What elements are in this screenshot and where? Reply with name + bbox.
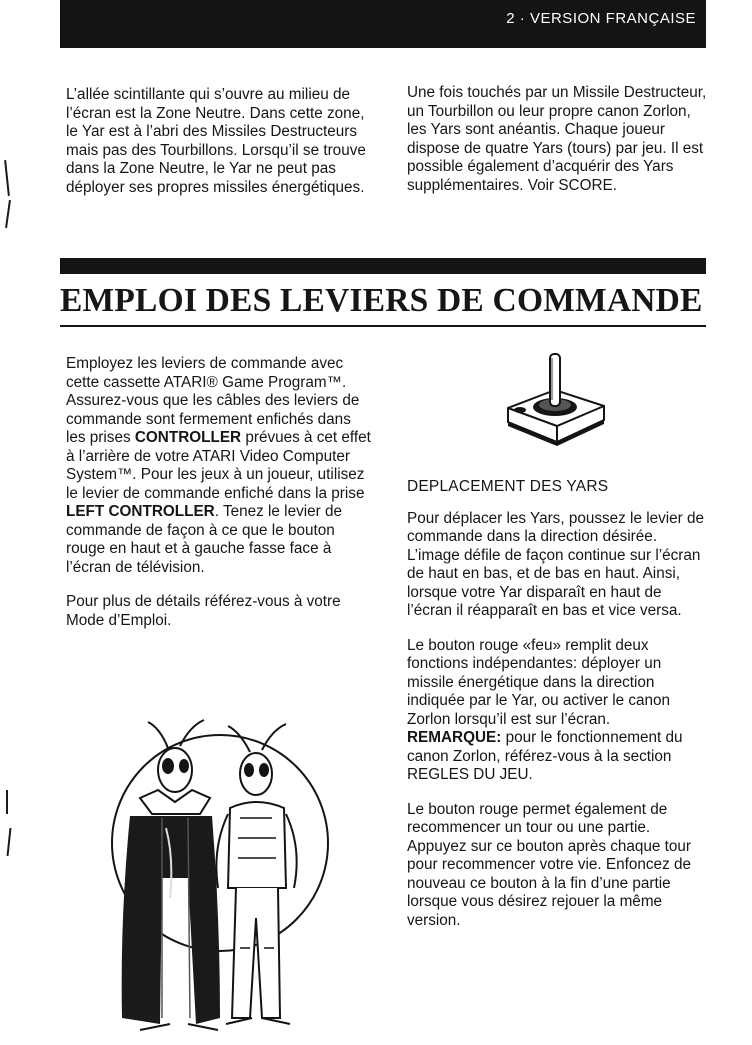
controller-label: CONTROLLER xyxy=(134,429,242,446)
section-bar xyxy=(60,258,706,274)
remarque-label: REMARQUE: xyxy=(407,729,502,746)
yar-insects-illustration xyxy=(100,718,330,1036)
margin-mark xyxy=(6,790,8,814)
right-column xyxy=(407,478,707,930)
left-controller-label: LEFT CONTROLLER xyxy=(66,503,215,520)
text-span: . Tenez le levier de commande de façon à ce que le bouton rouge en haut et à gauche fasse face à l’écran de télévision. xyxy=(66,503,342,576)
top-right-column xyxy=(407,84,707,195)
text-span: Employez les leviers de commande avec cette cassette ATARI® Game Program™. Assurez-vous que les câbles des leviers de commande sont fermement enfichés dans les prises xyxy=(66,355,360,446)
text-span: prévues à cet effet à l’arrière de votre ATARI Video Computer System™. Pour les jeux à un joueur, utilisez le levier de commande enfiché dans la prise xyxy=(66,429,371,502)
left-column xyxy=(66,355,371,630)
joystick-illustration xyxy=(500,350,610,450)
header-bar xyxy=(60,0,706,48)
text-span: pour le fonctionnement du canon Zorlon, référez-vous à la section REGLES DU JEU. xyxy=(407,729,683,783)
top-left-column xyxy=(66,86,366,197)
margin-mark xyxy=(7,828,12,856)
margin-mark xyxy=(5,200,11,228)
left-paragraph-2: Pour plus de détails référez-vous à votre Mode d’Emploi. xyxy=(66,593,341,629)
left-paragraph-1 xyxy=(66,355,371,577)
section-title: EMPLOI DES LEVIERS DE COMMANDE xyxy=(60,282,703,319)
margin-mark xyxy=(4,160,10,196)
title-rule xyxy=(60,325,706,327)
right-paragraph-1: Pour déplacer les Yars, poussez le levier de commande dans la direction désirée. L’image défile de façon continue sur l’écran de haut en bas, et de bas en haut. Ainsi, lorsque votre Yar disparaît en haut de l’écran il réapparaît en bas et vice versa. xyxy=(407,509,705,619)
right-paragraph-3: Le bouton rouge permet également de recommencer un tour ou une partie. Appuyez sur ce bouton après chaque tour pour recommencer votre vie. Enfoncez de nouveau ce bouton à la fin d’une partie lorsque vous désirez rejouer la même version. xyxy=(407,800,692,929)
top-right-paragraph: Une fois touchés par un Missile Destructeur, un Tourbillon ou leur propre canon Zorlon, les Yars sont anéantis. Chaque joueur dispose de quatre Yars (tours) par jeu. Il est possible également d’acquérir des Yars supplémentaires. Voir SCORE. xyxy=(407,84,707,194)
subheading-deplacement: DEPLACEMENT DES YARS xyxy=(407,478,609,495)
top-left-paragraph: L’allée scintillante qui s’ouvre au milieu de l’écran est la Zone Neutre. Dans cette zone, le Yar est à l’abri des Missiles Destructeurs mais pas des Tourbillons. Lorsqu’il se trouve dans la Zone Neutre, le Yar ne peut pas déployer ses propres missiles énergétiques. xyxy=(66,86,366,196)
right-paragraph-2 xyxy=(407,637,707,785)
text-span: Le bouton rouge «feu» remplit deux fonctions indépendantes: déployer un missile énergétique dans la direction indiquée par le Yar, ou activer le canon Zorlon lorsqu’il est sur l’écran. xyxy=(407,636,671,728)
header-title: 2 · VERSION FRANÇAISE xyxy=(506,10,696,27)
